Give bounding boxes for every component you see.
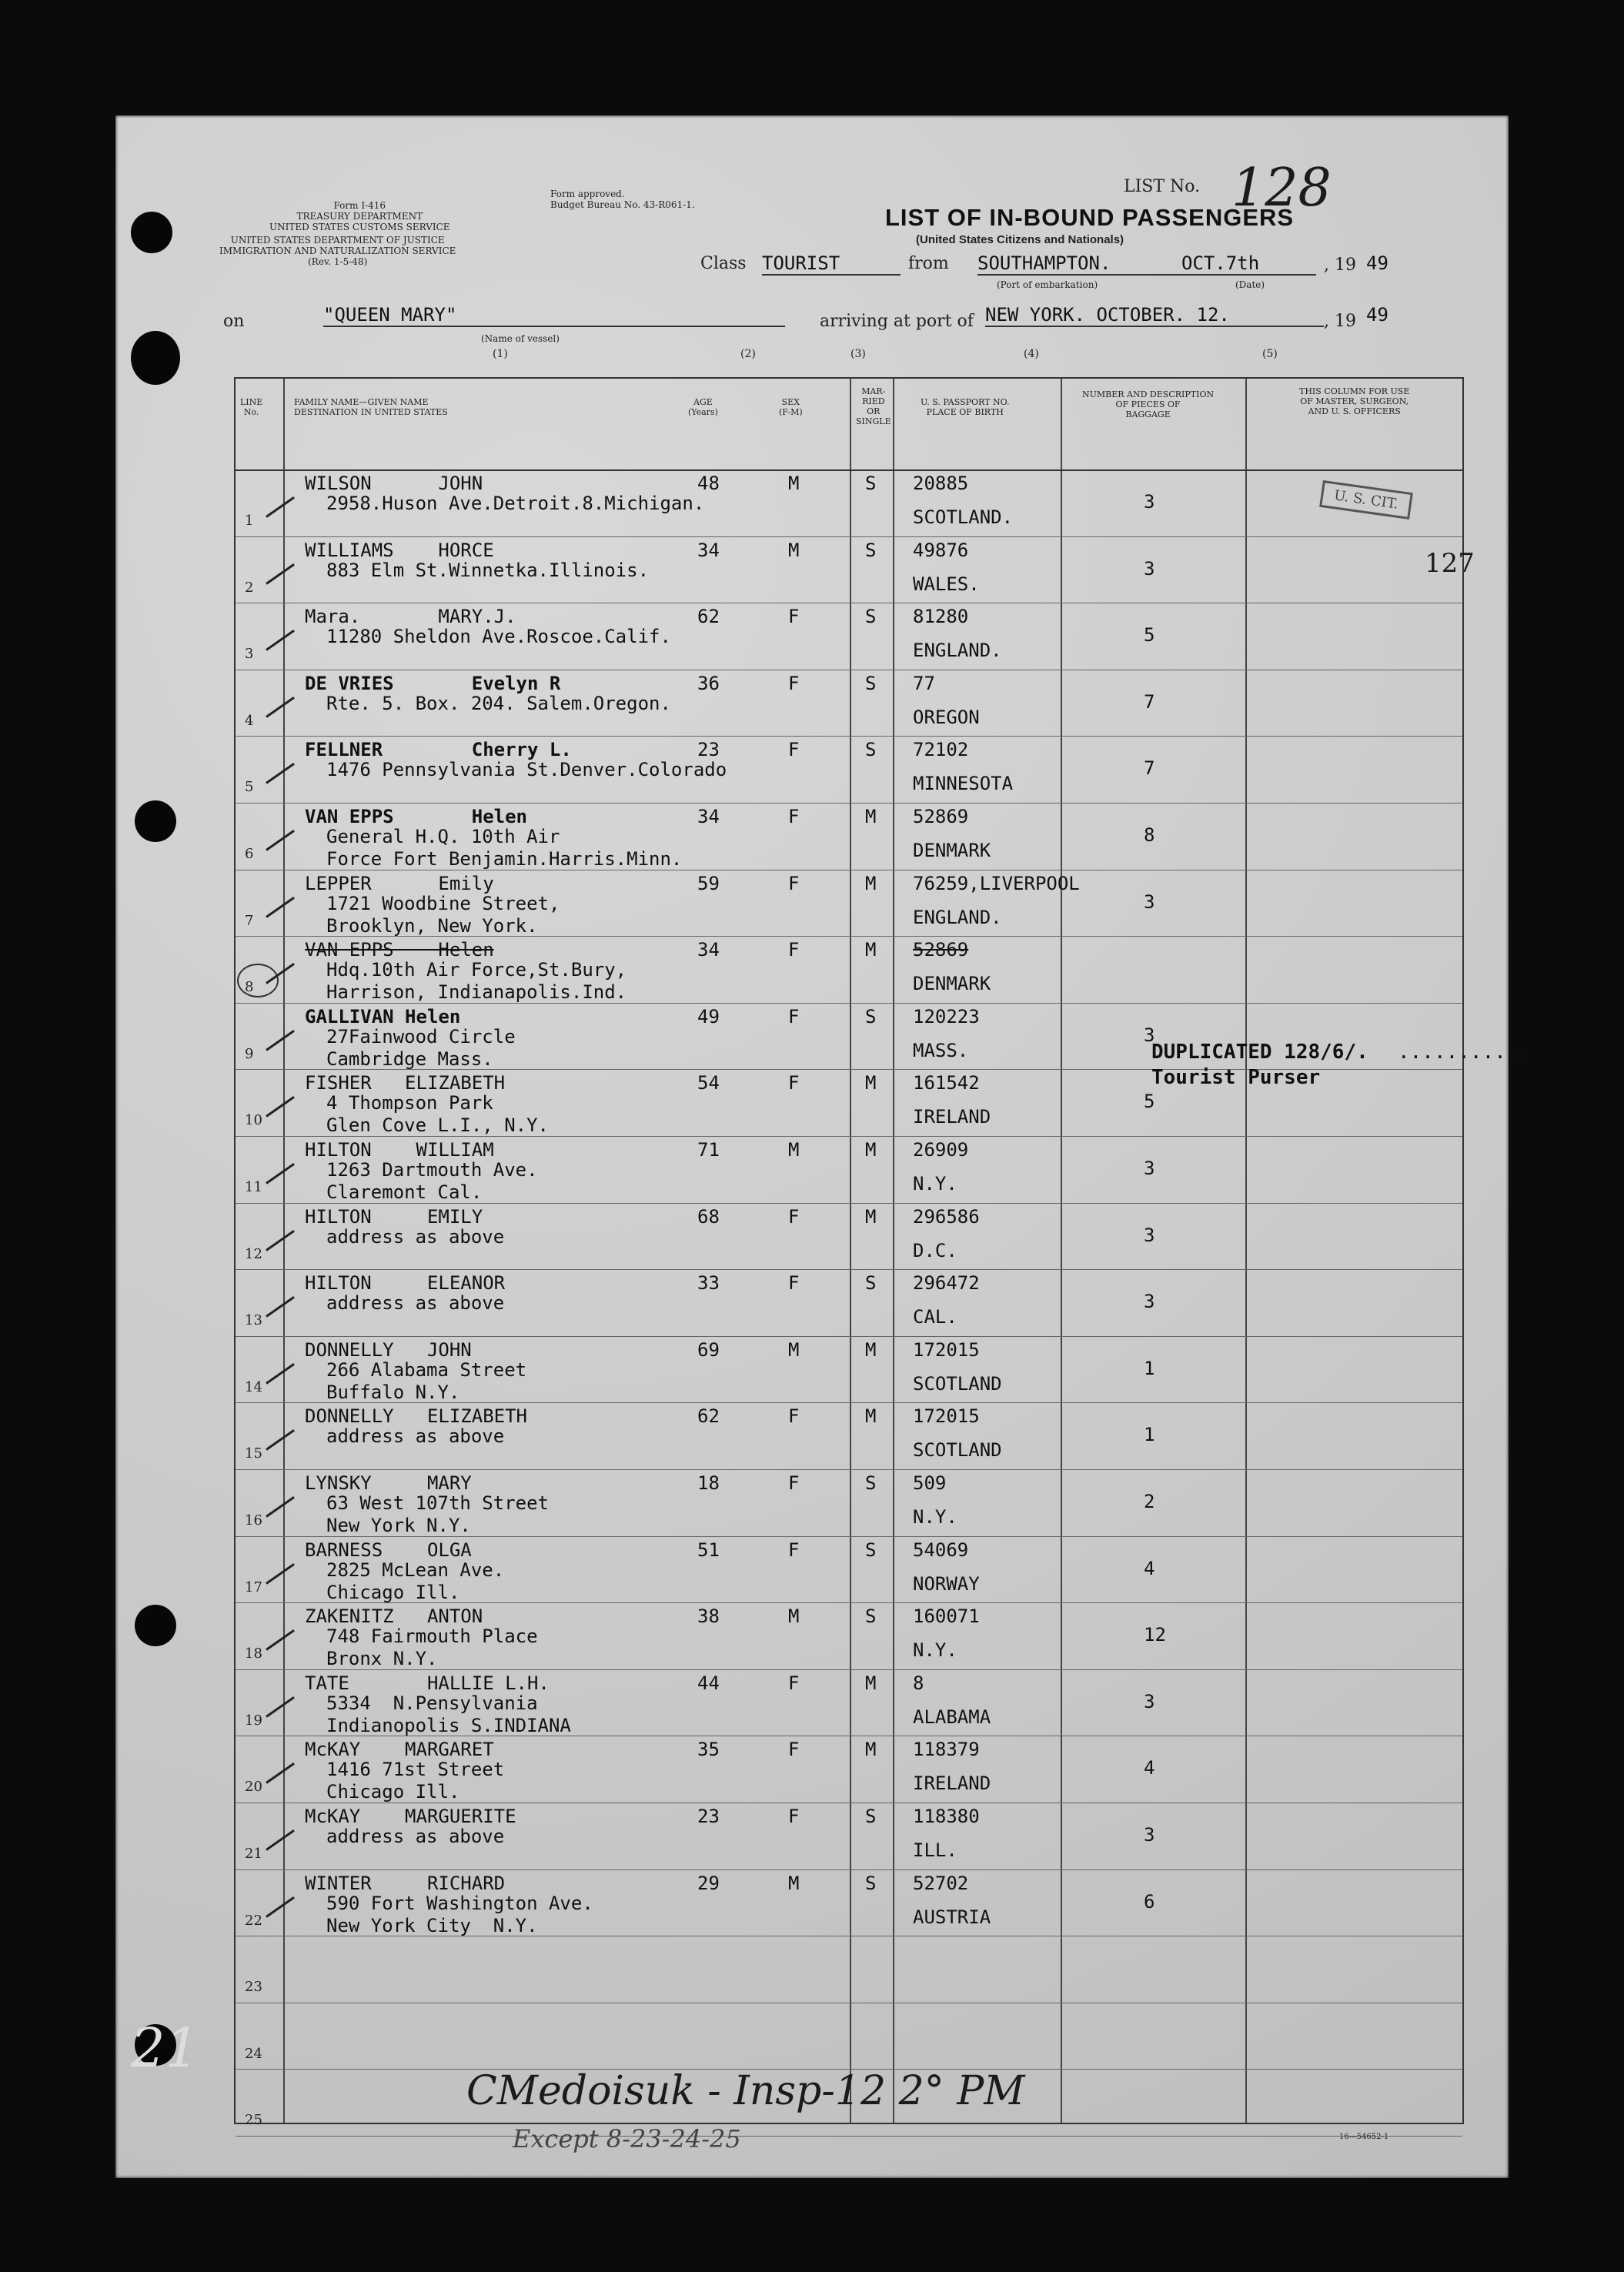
passenger-age: 34 (697, 939, 720, 961)
check-mark (266, 1896, 295, 1918)
col-head-passport: U. S. PASSPORT NO. PLACE OF BIRTH (921, 397, 1010, 417)
form-title: LIST OF IN-BOUND PASSENGERS (885, 204, 1295, 231)
table-row (236, 1602, 1462, 1669)
baggage-count: 7 (1144, 690, 1155, 713)
passenger-sex: M (788, 1139, 800, 1161)
passenger-sex: F (788, 1806, 800, 1827)
passenger-age: 71 (697, 1139, 720, 1161)
place-of-birth: MINNESOTA (913, 773, 1014, 795)
check-mark (266, 1762, 295, 1784)
baggage-count: 3 (1144, 1158, 1155, 1179)
place-of-birth: ALABAMA (913, 1706, 991, 1728)
table-row (236, 1136, 1462, 1203)
passenger-sex: F (788, 939, 800, 961)
line-number: 5 (245, 779, 254, 796)
line-number: 3 (245, 646, 254, 663)
passenger-marital: M (865, 1338, 877, 1361)
passport-number: 77 (913, 672, 935, 694)
line-number: 16 (245, 1512, 262, 1529)
passport-number: 52869 (913, 939, 969, 961)
passenger-age: 35 (697, 1739, 720, 1761)
check-mark (266, 1363, 295, 1385)
place-of-birth: N.Y. (913, 1173, 957, 1194)
table-row (236, 670, 1462, 737)
table-row (236, 736, 1462, 803)
baggage-count: 3 (1144, 1224, 1155, 1246)
check-mark (266, 1629, 295, 1651)
table-row (236, 870, 1462, 937)
line-number: 25 (245, 2112, 262, 2129)
check-mark (266, 1230, 295, 1251)
date-value: OCT.7th (1181, 252, 1260, 274)
passenger-address: 590 Fort Washington Ave. New York City N.Y. (326, 1892, 593, 1936)
passenger-name: DE VRIES Evelyn R (305, 672, 561, 694)
place-of-birth: IRELAND (913, 1772, 991, 1795)
check-mark (266, 1163, 295, 1184)
passport-number: 172015 (913, 1405, 980, 1428)
passenger-marital: S (865, 1272, 877, 1295)
baggage-count: 3 (1144, 890, 1155, 913)
line-number: 22 (245, 1912, 262, 1929)
baggage-count: 8 (1144, 824, 1155, 846)
place-of-birth: DENMARK (913, 973, 991, 995)
place-of-birth: ILL. (913, 1839, 957, 1861)
passenger-marital: S (865, 606, 877, 628)
passenger-sex: M (788, 539, 800, 561)
passenger-marital: M (865, 1139, 877, 1161)
passenger-name: ZAKENITZ ANTON (305, 1605, 483, 1628)
passenger-address: General H.Q. 10th Air Force Fort Benjamin.Harris.Minn. (326, 826, 683, 870)
line-circle (237, 964, 279, 997)
passenger-age: 62 (697, 1405, 720, 1428)
passenger-name: FISHER ELIZABETH (305, 1072, 506, 1094)
baggage-count: 1 (1144, 1424, 1155, 1446)
check-mark (266, 1296, 295, 1318)
passport-number: 20885 (913, 473, 969, 494)
port-embark-caption: (Port of embarkation) (997, 279, 1098, 290)
line-number: 6 (245, 846, 254, 862)
passenger-sex: F (788, 739, 800, 761)
passenger-marital: S (865, 1005, 877, 1027)
punch-hole (131, 331, 180, 385)
passenger-address: 4 Thompson Park Glen Cove L.I., N.Y. (326, 1092, 549, 1137)
passenger-age: 29 (697, 1872, 720, 1894)
table-row (236, 603, 1462, 670)
punch-hole (135, 1605, 176, 1646)
check-mark (266, 1096, 295, 1118)
passenger-name: BARNESS OLGA (305, 1539, 472, 1561)
col-number-4: (4) (1024, 348, 1039, 360)
line-number: 18 (245, 1646, 262, 1662)
passenger-marital: S (865, 1472, 877, 1494)
passenger-marital: M (865, 1205, 877, 1228)
check-mark (266, 697, 295, 718)
passenger-name: McKAY MARGUERITE (305, 1806, 516, 1827)
col-number-1: (1) (493, 348, 508, 360)
inspector-signature: CMedoisuk - Insp-12 2° PM (466, 2068, 1025, 2114)
us-cit-stamp: U. S. CIT. (1319, 480, 1413, 520)
table-row (236, 536, 1462, 603)
passenger-marital: S (865, 1872, 877, 1894)
passenger-name: VAN EPPS Helen (305, 806, 527, 827)
line-number: 24 (245, 2045, 262, 2062)
passenger-sex: F (788, 1672, 800, 1694)
punch-hole (131, 212, 172, 253)
passenger-marital: S (865, 1806, 877, 1827)
passport-number: 509 (913, 1472, 947, 1494)
from-label: from (908, 254, 949, 273)
passenger-marital: S (865, 539, 877, 561)
passenger-marital: S (865, 473, 877, 494)
line-number: 7 (245, 912, 254, 929)
place-of-birth: ENGLAND. (913, 906, 1002, 928)
arrival-value: NEW YORK. OCTOBER. 12. (985, 304, 1324, 327)
place-of-birth: IRELAND (913, 1106, 991, 1128)
passenger-address: Hdq.10th Air Force,St.Bury, Harrison, Indianapolis.Ind. (326, 959, 627, 1004)
year-prefix: , 19 (1324, 256, 1356, 275)
passenger-address: 2958.Huson Ave.Detroit.8.Michigan. (326, 493, 705, 514)
passenger-sex: F (788, 1472, 800, 1494)
table-row (236, 1936, 1462, 2003)
baggage-count: 7 (1144, 757, 1155, 780)
place-of-birth: CAL. (913, 1306, 957, 1328)
table-row (236, 803, 1462, 870)
passenger-address: 2825 McLean Ave. Chicago Ill. (326, 1559, 505, 1603)
passenger-name: DONNELLY ELIZABETH (305, 1405, 527, 1428)
passport-number: 8 (913, 1672, 924, 1694)
check-mark (266, 496, 295, 518)
passenger-age: 59 (697, 872, 720, 894)
passenger-marital: S (865, 1605, 877, 1628)
form-block: Form I-416 TREASURY DEPARTMENT UNITED STATES CUSTOMS SERVICE (269, 200, 450, 232)
table-row (236, 1803, 1462, 1869)
place-of-birth: N.Y. (913, 1506, 957, 1528)
baggage-count: 4 (1144, 1757, 1155, 1779)
baggage-count: 3 (1144, 1824, 1155, 1846)
passenger-address: address as above (326, 1225, 505, 1248)
passenger-sex: F (788, 606, 800, 628)
col-number-3: (3) (850, 348, 866, 360)
baggage-count: 5 (1144, 624, 1155, 647)
check-mark (266, 1429, 295, 1451)
passenger-age: 49 (697, 1005, 720, 1027)
passenger-address: 883 Elm St.Winnetka.Illinois. (326, 559, 650, 581)
check-mark (266, 897, 295, 918)
passport-number: 76259,LIVERPOOL (913, 872, 1080, 894)
passenger-sex: M (788, 1338, 800, 1361)
col-number-2: (2) (740, 348, 756, 360)
arrival-year-value: 49 (1366, 304, 1388, 326)
place-of-birth: AUSTRIA (913, 1906, 991, 1928)
passenger-marital: M (865, 939, 877, 961)
passport-number: 161542 (913, 1072, 980, 1094)
table-row (236, 1336, 1462, 1403)
place-of-birth: SCOTLAND (913, 1372, 1002, 1395)
check-mark (266, 1829, 295, 1851)
passenger-address: 1476 Pennsylvania St.Denver.Colorado (326, 759, 727, 781)
passenger-name: VAN EPPS Helen (305, 939, 494, 961)
passenger-name: HILTON ELEANOR (305, 1272, 506, 1295)
passenger-sex: F (788, 1272, 800, 1295)
passenger-address: 27Fainwood Circle Cambridge Mass. (326, 1025, 516, 1070)
baggage-count: 1 (1144, 1357, 1155, 1379)
passenger-address: 1721 Woodbine Street, Brooklyn, New York. (326, 892, 560, 937)
table-row (236, 2003, 1462, 2070)
passenger-name: HILTON EMILY (305, 1205, 483, 1228)
year-value: 49 (1366, 252, 1388, 274)
col-number-5: (5) (1262, 348, 1278, 360)
baggage-count: 3 (1144, 1690, 1155, 1712)
except-note: Except 8-23-24-25 (513, 2124, 741, 2153)
passenger-sex: F (788, 1072, 800, 1094)
col-head-sex: SEX (F-M) (779, 397, 803, 417)
baggage-count: 5 (1144, 1091, 1155, 1113)
passenger-marital: M (865, 1672, 877, 1694)
passenger-sex: F (788, 1739, 800, 1761)
approval-block: Form approved. Budget Bureau No. 43-R061-1. (550, 189, 695, 210)
line-number: 8 (245, 979, 254, 996)
passenger-marital: S (865, 672, 877, 694)
line-number: 11 (245, 1179, 262, 1195)
passenger-age: 48 (697, 473, 720, 494)
passenger-name: LYNSKY MARY (305, 1472, 472, 1494)
passenger-name: DONNELLY JOHN (305, 1338, 472, 1361)
place-of-birth: D.C. (913, 1239, 957, 1261)
passenger-name: GALLIVAN Helen (305, 1005, 461, 1027)
table-row (236, 1203, 1462, 1270)
col-head-line-no: LINE No. (240, 397, 263, 417)
duplicated-note: DUPLICATED 128/6/. (1151, 1041, 1368, 1064)
reference-number: 127 (1425, 548, 1475, 579)
place-of-birth: WALES. (913, 573, 980, 595)
passenger-marital: M (865, 872, 877, 894)
passenger-name: LEPPER Emily (305, 872, 494, 894)
passenger-name: Mara. MARY.J. (305, 606, 516, 628)
passenger-name: HILTON WILLIAM (305, 1139, 494, 1161)
class-label: Class (700, 254, 747, 273)
punch-hole (135, 800, 176, 842)
passport-number: 54069 (913, 1539, 969, 1561)
passenger-age: 34 (697, 806, 720, 827)
line-number: 21 (245, 1846, 262, 1862)
passport-number: 49876 (913, 539, 969, 561)
passenger-age: 51 (697, 1539, 720, 1561)
passenger-age: 62 (697, 606, 720, 628)
passenger-age: 36 (697, 672, 720, 694)
line-number: 15 (245, 1445, 262, 1462)
passenger-address: address as above (326, 1425, 505, 1448)
check-mark (266, 1563, 295, 1585)
passenger-name: McKAY MARGARET (305, 1739, 494, 1761)
line-number: 9 (245, 1045, 254, 1062)
list-no-value: 128 (1231, 158, 1332, 219)
form-subtitle: (United States Citizens and Nationals) (916, 233, 1124, 246)
table-row (236, 1736, 1462, 1803)
class-value: TOURIST (762, 252, 901, 276)
table-row (236, 1269, 1462, 1336)
passport-number: 172015 (913, 1338, 980, 1361)
check-mark (266, 1496, 295, 1518)
passenger-marital: M (865, 806, 877, 827)
line-number: 13 (245, 1312, 262, 1329)
on-label: on (223, 312, 245, 331)
passenger-sex: F (788, 672, 800, 694)
table-row (236, 936, 1462, 1003)
from-value: SOUTHAMPTON. (977, 252, 1316, 276)
passport-number: 52702 (913, 1872, 969, 1894)
passport-number: 118380 (913, 1806, 980, 1827)
date-caption: (Date) (1235, 279, 1265, 290)
line-number: 23 (245, 1979, 262, 1996)
check-mark (266, 763, 295, 784)
col-head-age: AGE (Years) (688, 397, 718, 417)
baggage-count: 3 (1144, 557, 1155, 580)
list-no-label: LIST No. (1124, 177, 1201, 196)
place-of-birth: DENMARK (913, 840, 991, 861)
passenger-address: 11280 Sheldon Ave.Roscoe.Calif. (326, 626, 671, 648)
line-number: 17 (245, 1579, 262, 1595)
passenger-marital: M (865, 1405, 877, 1428)
passport-number: 26909 (913, 1139, 969, 1161)
passenger-address: 1263 Dartmouth Ave. Claremont Cal. (326, 1159, 538, 1203)
passport-number: 160071 (913, 1605, 980, 1628)
purser-note: Tourist Purser (1151, 1066, 1321, 1089)
check-mark (266, 1030, 295, 1051)
passenger-address: 5334 N.Pensylvania Indianopolis S.INDIANA (326, 1692, 571, 1736)
place-of-birth: OREGON (913, 706, 980, 728)
passenger-age: 54 (697, 1072, 720, 1094)
baggage-count: 4 (1144, 1557, 1155, 1579)
passenger-name: WINTER RICHARD (305, 1872, 506, 1894)
passport-number: 296586 (913, 1205, 980, 1228)
passenger-sex: M (788, 1872, 800, 1894)
baggage-count: 3 (1144, 1024, 1155, 1046)
place-of-birth: SCOTLAND (913, 1439, 1002, 1462)
passenger-address: 1416 71st Street Chicago Ill. (326, 1759, 505, 1803)
passport-number: 118379 (913, 1739, 980, 1761)
baggage-count: 3 (1144, 491, 1155, 513)
passenger-age: 33 (697, 1272, 720, 1295)
passenger-marital: M (865, 1072, 877, 1094)
col-head-married: MAR- RIED OR SINGLE (856, 386, 891, 426)
passenger-name: FELLNER Cherry L. (305, 739, 572, 761)
line-number: 10 (245, 1112, 262, 1129)
doj-block: UNITED STATES DEPARTMENT OF JUSTICE IMMIGRATION AND NATURALIZATION SERVICE (Rev. 1-5-48) (219, 235, 456, 267)
table-row (236, 1669, 1462, 1736)
passenger-age: 34 (697, 539, 720, 561)
baggage-count: 6 (1144, 1890, 1155, 1913)
arriving-label: arriving at port of (820, 312, 974, 331)
col-head-officers: THIS COLUMN FOR USE OF MASTER, SURGEON, AND U. S. OFFICERS (1299, 386, 1410, 416)
baggage-count: 12 (1144, 1624, 1166, 1646)
footer-code: 16—54652-1 (1339, 2133, 1389, 2141)
line-number: 20 (245, 1779, 262, 1796)
passport-number: 72102 (913, 739, 969, 761)
passenger-name: WILLIAMS HORCE (305, 539, 494, 561)
passenger-age: 44 (697, 1672, 720, 1694)
passenger-sex: F (788, 1405, 800, 1428)
arrival-year-prefix: , 19 (1324, 312, 1356, 331)
place-of-birth: MASS. (913, 1039, 969, 1061)
place-of-birth: N.Y. (913, 1639, 957, 1662)
passenger-name: WILSON JOHN (305, 473, 483, 494)
line-number: 14 (245, 1378, 262, 1395)
vessel-value: "QUEEN MARY" (323, 304, 785, 327)
check-mark (266, 563, 295, 585)
passenger-sex: M (788, 1605, 800, 1628)
line-number: 4 (245, 712, 254, 729)
passenger-marital: M (865, 1739, 877, 1761)
place-of-birth: SCOTLAND. (913, 506, 1014, 528)
table-row (236, 1402, 1462, 1469)
passenger-address: 266 Alabama Street Buffalo N.Y. (326, 1358, 527, 1403)
place-of-birth: NORWAY (913, 1572, 980, 1595)
passenger-sex: F (788, 1205, 800, 1228)
vessel-caption: (Name of vessel) (481, 333, 560, 344)
duplicated-dots: ........... (1398, 1041, 1531, 1064)
place-of-birth: ENGLAND. (913, 640, 1002, 662)
passenger-age: 23 (697, 1806, 720, 1827)
passenger-age: 68 (697, 1205, 720, 1228)
passenger-address: 63 West 107th Street New York N.Y. (326, 1492, 549, 1536)
passenger-address: address as above (326, 1292, 505, 1315)
col-head-name: FAMILY NAME—GIVEN NAME DESTINATION IN UNITED STATES (294, 397, 448, 417)
passenger-marital: S (865, 1539, 877, 1561)
passenger-name: TATE HALLIE L.H. (305, 1672, 550, 1694)
passport-number: 52869 (913, 806, 969, 827)
table-row (236, 1536, 1462, 1603)
passenger-sex: F (788, 1005, 800, 1027)
table-row (236, 469, 1462, 536)
table-row (236, 1469, 1462, 1536)
passport-number: 120223 (913, 1005, 980, 1027)
passenger-sex: F (788, 872, 800, 894)
check-mark (266, 630, 295, 651)
baggage-count: 3 (1144, 1291, 1155, 1313)
table-row (236, 1869, 1462, 1936)
manifest-page (115, 115, 1531, 2178)
baggage-count: 2 (1144, 1491, 1155, 1512)
passenger-marital: S (865, 739, 877, 761)
passenger-sex: F (788, 1539, 800, 1561)
passport-number: 296472 (913, 1272, 980, 1295)
line-number: 19 (245, 1712, 262, 1729)
passenger-address: 748 Fairmouth Place Bronx N.Y. (326, 1625, 538, 1670)
passenger-sex: M (788, 473, 800, 494)
line-number: 1 (245, 513, 254, 529)
passenger-address: address as above (326, 1826, 505, 1847)
passenger-address: Rte. 5. Box. 204. Salem.Oregon. (326, 692, 671, 714)
col-head-baggage: NUMBER AND DESCRIPTION OF PIECES OF BAGGAGE (1082, 389, 1215, 419)
check-mark (266, 830, 295, 851)
line-number: 2 (245, 579, 254, 596)
check-mark (266, 1696, 295, 1718)
margin-number: 21 (131, 2016, 200, 2080)
passenger-sex: F (788, 806, 800, 827)
passenger-age: 23 (697, 739, 720, 761)
passport-number: 81280 (913, 606, 969, 628)
passenger-age: 69 (697, 1338, 720, 1361)
passenger-age: 18 (697, 1472, 720, 1494)
line-number: 12 (245, 1245, 262, 1262)
passenger-age: 38 (697, 1605, 720, 1628)
